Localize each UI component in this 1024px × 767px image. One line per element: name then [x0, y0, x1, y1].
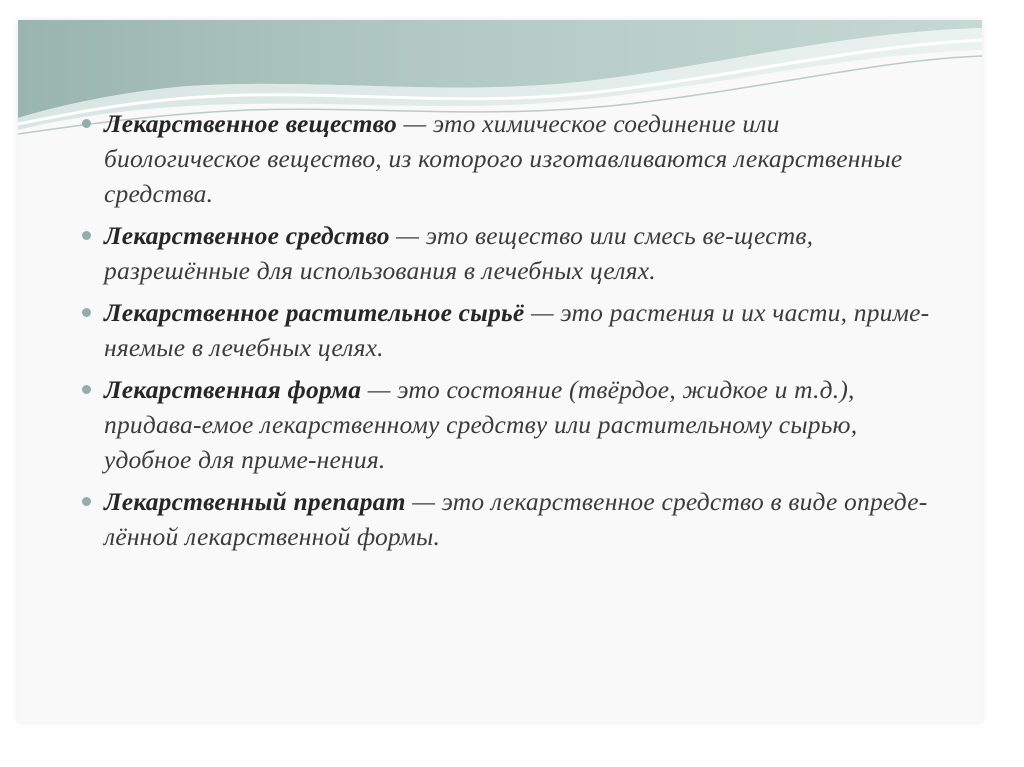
slide — [18, 20, 982, 722]
definition-text: — это состояние (твёрдое, жидкое и т.д.), придава-емое лекарственному средству или растительному сырью, удобное для приме-нения. — [104, 375, 858, 474]
definition-item — [104, 372, 934, 477]
definition-term: Лекарственное растительное сырьё — [104, 298, 525, 327]
bullet-dot-icon — [82, 119, 91, 128]
bullet-dot-icon — [82, 308, 91, 317]
definition-term: Лекарственный препарат — [104, 487, 406, 516]
bullet-dot-icon — [82, 385, 91, 394]
definition-term: Лекарственная форма — [104, 375, 362, 404]
definition-item — [104, 218, 934, 288]
definition-term: Лекарственное средство — [104, 221, 390, 250]
definition-text: — это вещество или смесь ве-ществ, разрешённые для использования в лечебных целях. — [104, 221, 814, 285]
definition-term: Лекарственное вещество — [104, 109, 397, 138]
definition-item — [104, 484, 934, 554]
definition-item — [104, 295, 934, 365]
definitions-list — [104, 106, 934, 561]
definition-text: — это химическое соединение или биологическое вещество, из которого изготавливаются лекарственные средства. — [104, 109, 903, 208]
bullet-dot-icon — [82, 231, 91, 240]
definition-item — [104, 106, 934, 211]
bullet-dot-icon — [82, 497, 91, 506]
definition-text: — это лекарственное средство в виде опреде-лённой лекарственной формы. — [104, 487, 928, 551]
definition-text: — это растения и их части, приме-няемые в лечебных целях. — [104, 298, 930, 362]
